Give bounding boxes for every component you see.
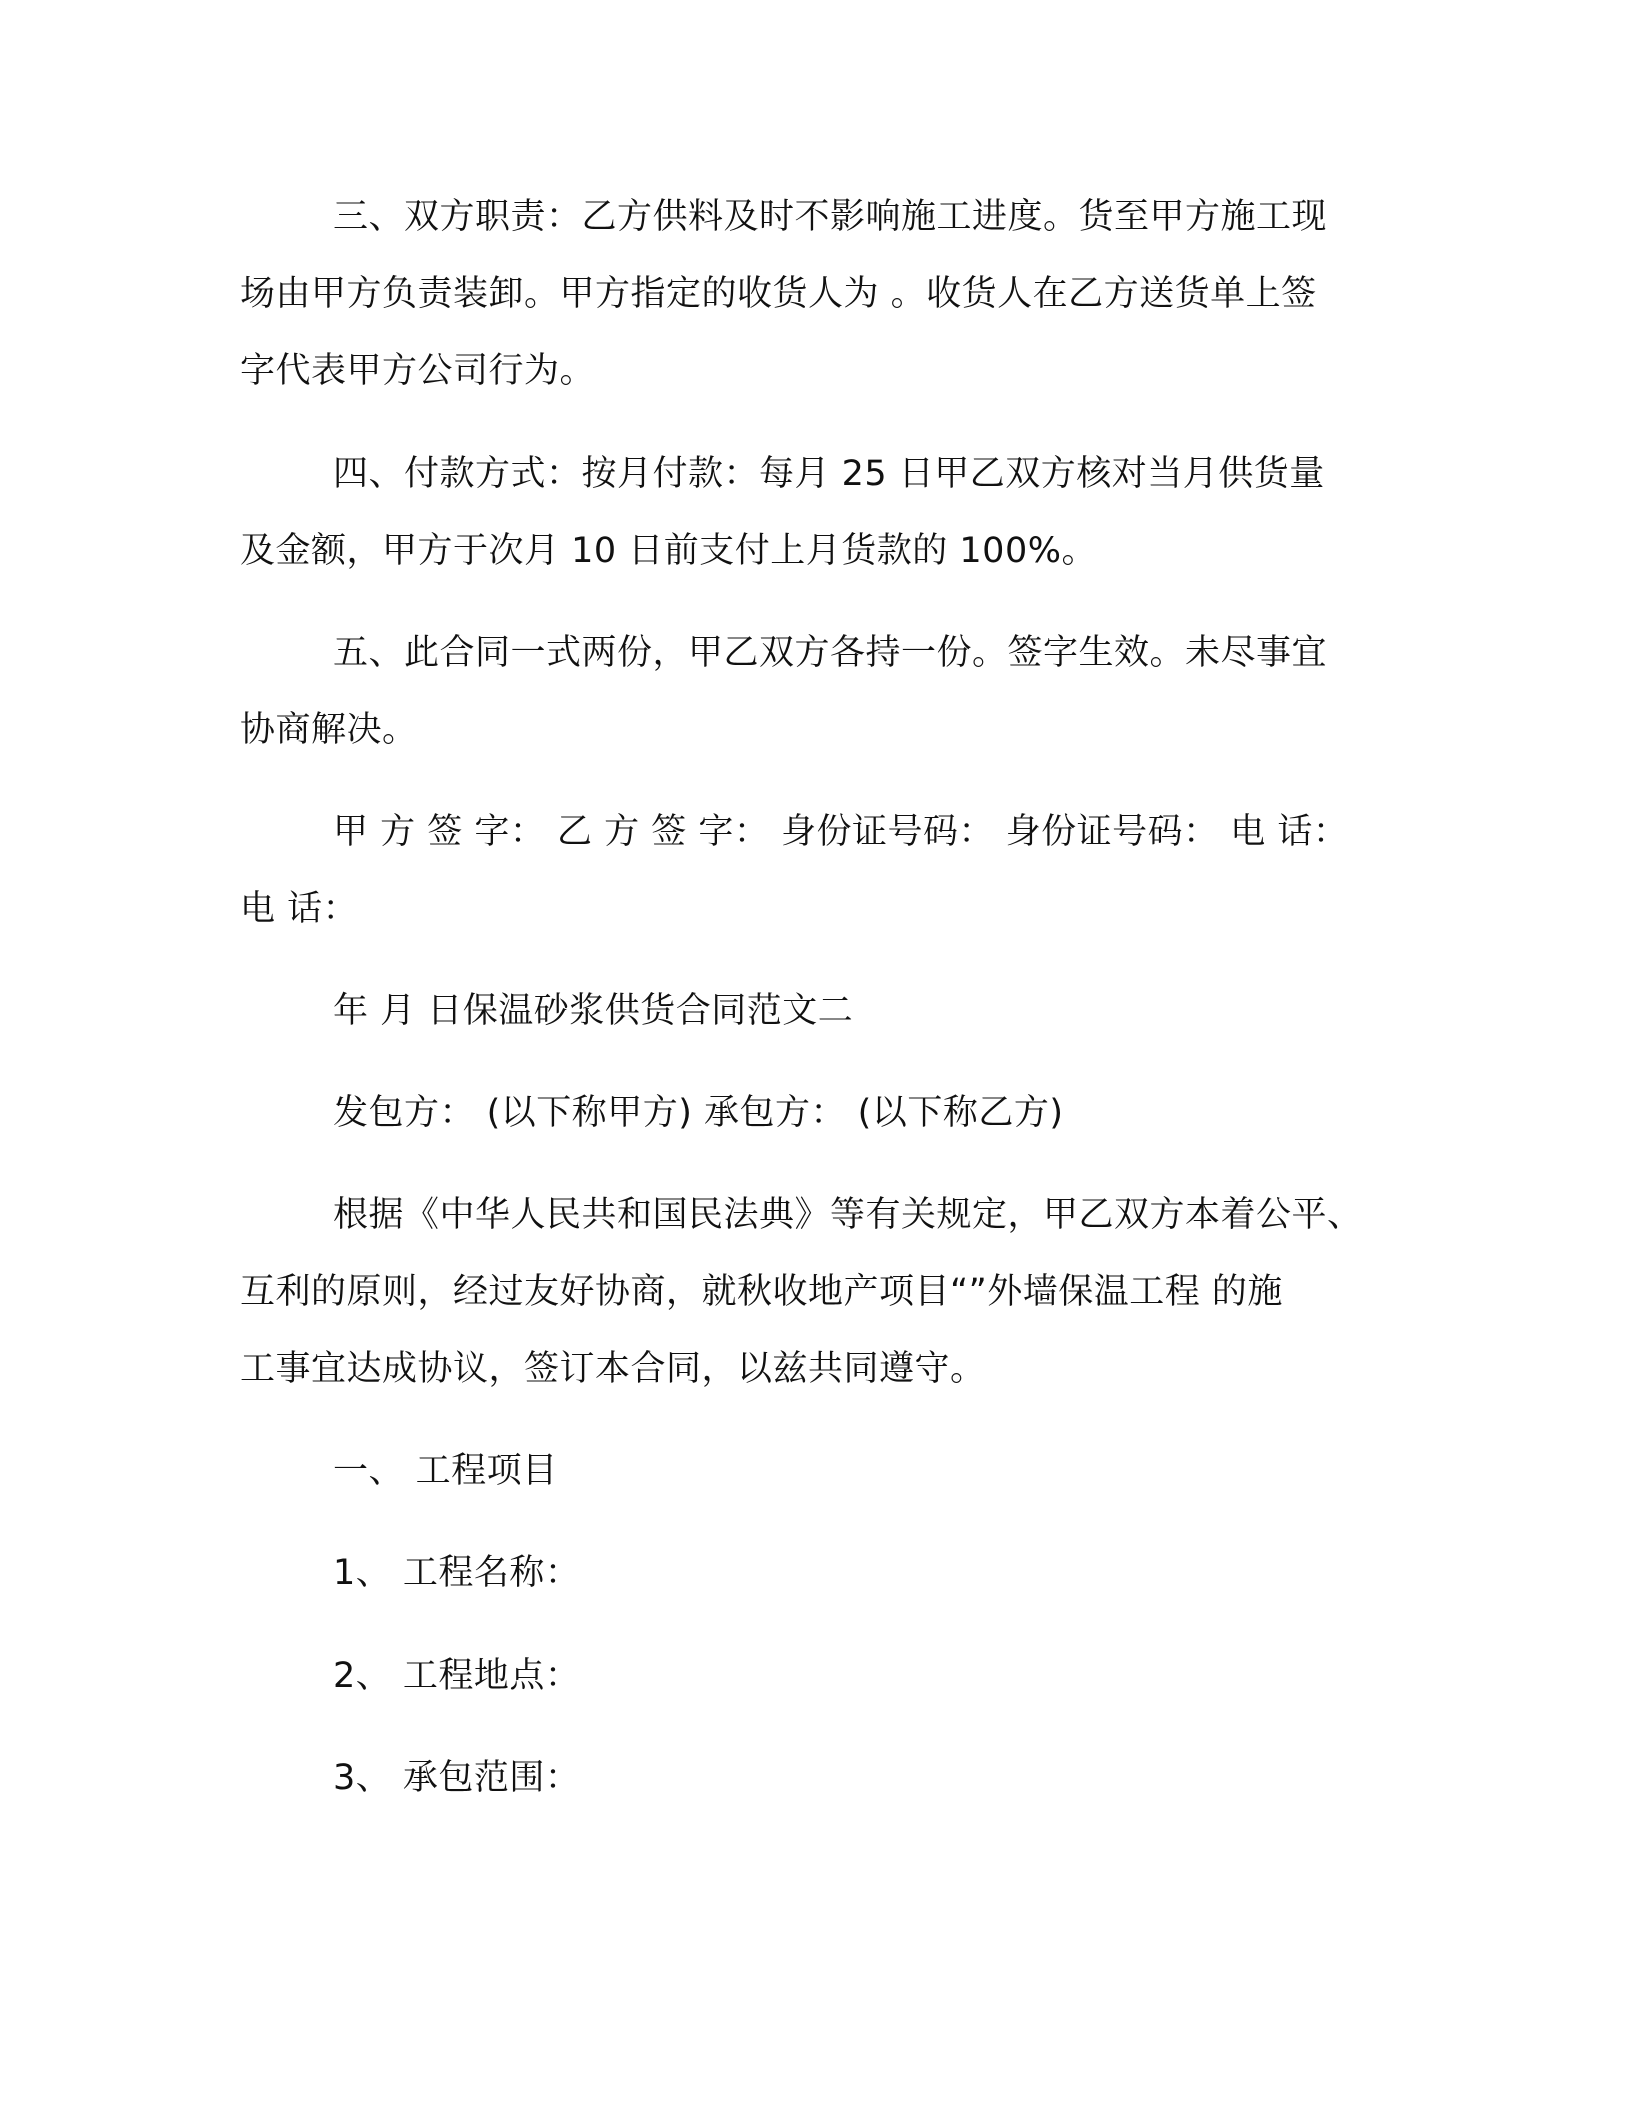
paragraph-5-line-1: 五、此合同一式两份，甲乙双方各持一份。签字生效。未尽事宜 xyxy=(333,633,1328,673)
paragraph-5-line-2: 协商解决。 xyxy=(240,710,418,750)
item-1-project-name: 1、 工程名称： xyxy=(333,1553,581,1593)
parties-line: 发包方： (以下称甲方) 承包方： (以下称乙方) xyxy=(333,1093,1064,1133)
signature-line-1: 甲 方 签 字： 乙 方 签 字： 身份证号码： 身份证号码： 电 话： xyxy=(333,812,1349,852)
intro-line-3: 工事宜达成协议，签订本合同，以兹共同遵守。 xyxy=(240,1349,986,1389)
item-3-contract-scope: 3、 承包范围： xyxy=(333,1758,581,1798)
paragraph-4-line-2: 及金额，甲方于次月 10 日前支付上月货款的 100%。 xyxy=(240,531,1097,571)
signature-line-2: 电 话： xyxy=(240,889,359,929)
contract-title-two: 年 月 日保温砂浆供货合同范文二 xyxy=(333,991,854,1031)
section-1-heading: 一、 工程项目 xyxy=(333,1451,558,1491)
paragraph-3-line-2: 场由甲方负责装卸。甲方指定的收货人为 。收货人在乙方送货单上签 xyxy=(240,274,1317,314)
item-2-project-location: 2、 工程地点： xyxy=(333,1656,581,1696)
paragraph-3-line-3: 字代表甲方公司行为。 xyxy=(240,351,596,391)
intro-line-2: 互利的原则，经过友好协商，就秋收地产项目“”外墙保温工程 的施 xyxy=(240,1272,1283,1312)
paragraph-4-line-1: 四、付款方式：按月付款：每月 25 日甲乙双方核对当月供货量 xyxy=(333,454,1325,494)
intro-line-1: 根据《中华人民共和国民法典》等有关规定，甲乙双方本着公平、 xyxy=(333,1195,1363,1235)
paragraph-3-line-1: 三、双方职责：乙方供料及时不影响施工进度。货至甲方施工现 xyxy=(333,197,1328,237)
